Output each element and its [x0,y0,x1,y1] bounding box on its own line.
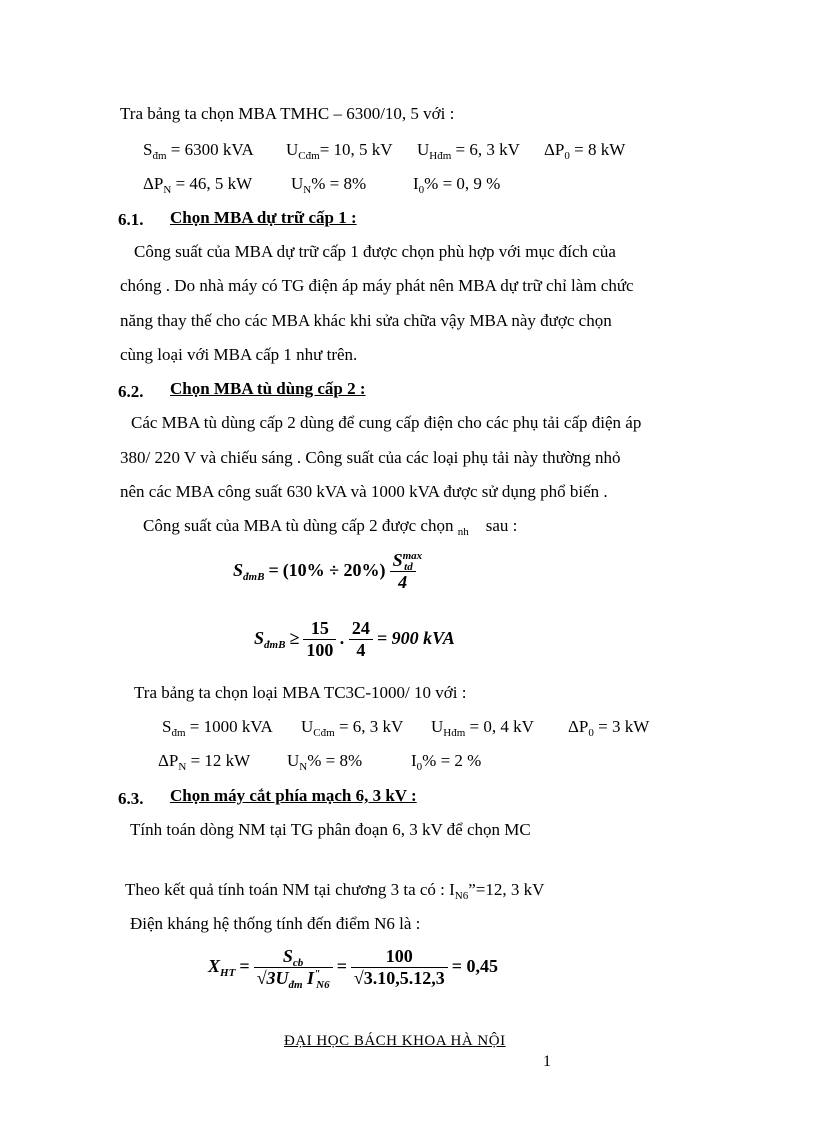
spec1-un: $U_N\% = 8\%$ [291,174,367,196]
formula3-eq2: = [336,956,347,977]
sec62-title: Chọn MBA tù dùng cấp 2 : [170,379,366,398]
spec2-s-dm: $S_{đm} = 1000$ kVA [162,717,273,739]
formula1-lhs: $S_{đmB}$ [233,560,265,584]
formula1-fraction: $\frac{S^{max}_{td}}{4}$ [390,550,416,592]
sec63-title: Chọn máy cắt phía mạch 6, 3 kV : [170,786,417,805]
spec1-uh-dm: $U_{Hđm} = 6$, 3 kV [417,140,520,162]
spec1-uc-dm: $U_{Cđm}= 10$, 5 kV [286,140,393,162]
spec2-un: $U_N\% = 8\%$ [287,751,363,773]
spec2-uc-dm: $U_{Cđm} = 6$, 3 kV [301,717,404,739]
formula2-fraction-1: $\frac{15}{100}$ [303,618,336,660]
spec1-s-dm: $S_{đm} = 6300$ kVA [143,140,254,162]
formula1-eq: = [268,560,279,581]
sec62-chosen-line: Công suất của MBA tù dùng cấp 2 được chọn $_{nh}$ sau : [143,516,518,538]
sec62-number: 6.2. [118,382,144,401]
intro-line: Tra bảng ta chọn MBA TMHC – 6300/10, 5 với : [120,104,455,123]
formula3-fraction-2: $\frac{100}{√3.10,5.12,3}$ [351,946,448,988]
formula3-result: = 0,45 [451,956,499,977]
formula-xht [208,946,502,991]
formula3-lhs: $X_{HT}$ [208,956,236,980]
sec61-line-4: cùng loại với MBA cấp 1 như trên. [120,345,358,364]
sec63-number: 6.3. [118,789,144,808]
spec1-i0: $I_0\% = 0$, 9 % [413,174,501,196]
formula2-lhs: $S_{đmB}$ [254,628,286,652]
spec2-pn: $\Delta P_N = 12$ kW [158,751,251,773]
formula1-paren: (10% ÷ 20%) [282,560,386,581]
sec63-line-1: Tính toán dòng NM tại TG phân đoạn 6, 3 kV để chọn MC [130,820,531,839]
sec61-title: Chọn MBA dự trữ cấp 1 : [170,208,357,227]
sec62-line-3: nên các MBA công suất 630 kVA và 1000 kVA được sử dụng phổ biến . [120,482,608,501]
sec62-line-1: Các MBA tù dùng cấp 2 dùng để cung cấp điện cho các phụ tải cấp điện áp [131,413,642,432]
spec1-p0: $\Delta P_0 = 8$ kW [544,140,626,162]
formula2-dot: . [340,628,345,649]
spec2-i0: $I_0\% = 2$ % [411,751,482,773]
sec63-reactance-line: Điện kháng hệ thống tính đến điểm N6 là : [130,914,421,933]
formula2-fraction-2: $\frac{24}{4}$ [349,618,373,660]
sec61-line-1: Công suất của MBA dự trữ cấp 1 được chọn phù hợp với mục đích của [134,242,616,261]
intro2-line: Tra bảng ta chọn loại MBA TC3C-1000/ 10 với : [134,683,467,702]
formula-sdmb-value [254,618,459,660]
formula-sdmb-range [233,550,423,592]
sec62-line-2: 380/ 220 V và chiếu sáng . Công suất của các loại phụ tải này thường nhỏ [120,448,621,467]
formula3-eq1: = [239,956,250,977]
spec2-uh-dm: $U_{Hđm} = 0$, 4 kV [431,717,534,739]
spec2-p0: $\Delta P_0 = 3$ kW [568,717,650,739]
sec61-line-3: năng thay thế cho các MBA khác khi sửa chữa vậy MBA này được chọn [120,311,612,330]
sec61-number: 6.1. [118,210,144,229]
formula3-fraction-1: $\frac{S_{cb}}{√3U_{đm} I^"_{N6}}$ [254,946,333,988]
spec1-pn: $\Delta P_N = 46$, 5 kW [143,174,253,196]
formula2-geq: ≥ [289,628,300,649]
footer-institution: ĐẠI HỌC BÁCH KHOA HÀ NỘI [284,1033,506,1049]
sec63-result-line: Theo kết quả tính toán NM tại chương 3 ta có : $I_{N6}”=12$, 3 kV [125,880,545,902]
page-number: 1 [543,1053,551,1070]
formula2-result: = 900 kVA [376,628,455,649]
sec61-line-2: chóng . Do nhà máy có TG điện áp máy phát nên MBA dự trữ chỉ làm chức [120,276,634,295]
